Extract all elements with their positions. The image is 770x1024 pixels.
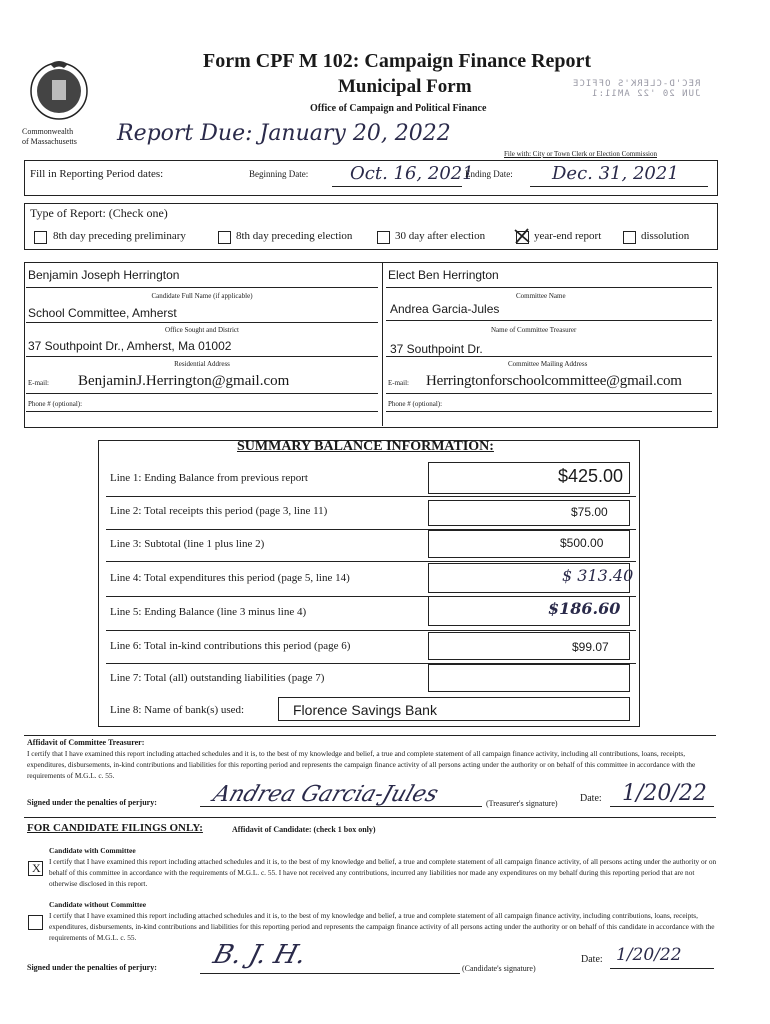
candidate-with-title: Candidate with Committee: [49, 846, 136, 855]
committee-address-label: Committee Mailing Address: [508, 360, 588, 368]
candidate-with-text: I certify that I have examined this report including attached schedules and it is, to the best of my knowledge and belief, a true and complete statement of all campaign finance activity, of all persons acting under the authority or on behalf of this committee in accordance with the requirements of M.G.L. c. 55. I have not received any contributions, incurred any liabilities nor made any expenditures on my behalf during this reporting period that are not otherwise disclosed in this report.: [49, 857, 717, 888]
report-type-label: Type of Report: (Check one): [30, 206, 168, 220]
candidate-address-label: Residential Address: [174, 360, 230, 368]
file-with: File with: City or Town Clerk or Election Commission: [504, 150, 657, 158]
label-dissolution: dissolution: [641, 230, 690, 242]
label-8th-day-election: 8th day preceding election: [236, 230, 353, 242]
checkbox-candidate-with-committee[interactable]: [28, 861, 43, 876]
committee-email[interactable]: Herringtonforschoolcommittee@gmail.com: [426, 373, 682, 389]
summary-line-7-box[interactable]: [428, 664, 630, 692]
committee-email-line: [386, 393, 712, 394]
checkbox-candidate-without-committee[interactable]: [28, 915, 43, 930]
candidate-address[interactable]: 37 Southpoint Dr., Amherst, Ma 01002: [28, 339, 232, 353]
summary-line-1-rule: [106, 496, 636, 497]
candidate-phone-line: [26, 411, 378, 412]
candidate-filings-title: FOR CANDIDATE FILINGS ONLY:: [27, 822, 203, 834]
candidate-name-line: [26, 287, 378, 288]
committee-name-label: Committee Name: [516, 292, 566, 300]
treasurer-signature-line: [200, 806, 482, 807]
summary-line-8-label: Line 8: Name of bank(s) used:: [110, 704, 245, 716]
candidate-date-label: Date:: [581, 954, 603, 965]
committee-name[interactable]: Elect Ben Herrington: [388, 268, 499, 282]
summary-title: SUMMARY BALANCE INFORMATION:: [237, 439, 494, 454]
office-name: Office of Campaign and Political Finance: [310, 103, 487, 114]
candidate-signature-line: [200, 973, 460, 974]
committee-treasurer-label: Name of Committee Treasurer: [491, 326, 577, 334]
summary-line-3-value[interactable]: $500.00: [560, 536, 604, 550]
summary-line-1-label: Line 1: Ending Balance from previous report: [110, 472, 308, 484]
committee-phone-line: [386, 411, 712, 412]
treasurer-date-value[interactable]: 1/20/22: [622, 781, 707, 806]
treasurer-affidavit-title: Affidavit of Committee Treasurer:: [27, 738, 145, 747]
summary-line-2-label: Line 2: Total receipts this period (page 3, line 11): [110, 505, 328, 517]
summary-line-2-value[interactable]: $75.00: [571, 505, 608, 519]
checkbox-30-day-after[interactable]: [377, 231, 390, 244]
period-label: Fill in Reporting Period dates:: [30, 168, 164, 180]
candidate-signature-caption: (Candidate's signature): [462, 964, 536, 973]
beginning-date-line: [332, 186, 462, 187]
summary-line-6-label: Line 6: Total in-kind contributions this period (page 6): [110, 640, 351, 652]
committee-treasurer[interactable]: Andrea Garcia-Jules: [390, 302, 500, 316]
candidate-without-title: Candidate without Committee: [49, 900, 147, 909]
bank-name-value[interactable]: Florence Savings Bank: [293, 702, 437, 718]
label-30-day-after: 30 day after election: [395, 230, 486, 242]
summary-line-3-label: Line 3: Subtotal (line 1 plus line 2): [110, 538, 265, 550]
treasurer-signature-caption: (Treasurer's signature): [486, 799, 558, 808]
candidate-phone-label: Phone # (optional):: [28, 400, 83, 408]
treasurer-signature[interactable]: Andrea Garcia-Jules: [209, 782, 442, 807]
beginning-date-label: Beginning Date:: [249, 169, 309, 179]
summary-line-6-value[interactable]: $99.07: [572, 640, 609, 654]
candidate-office-line: [26, 322, 378, 323]
committee-name-line: [386, 287, 712, 288]
candidate-without-text: I certify that I have examined this report including attached schedules and it is, to the best of my knowledge and belief, a true and complete statement of all campaign finance activity, including contributions, loans, receipts, expenditures, disbursements, in-kind contributions and liabilities for this reporting period and represents the campaign finance activity of all persons acting under the authority or on behalf of this candidate in accordance with the requirements of M.G.L. c. 55.: [49, 911, 715, 942]
checkbox-8th-day-election[interactable]: [218, 231, 231, 244]
candidate-date-line: [610, 968, 714, 969]
summary-line-5-value[interactable]: $186.60: [548, 599, 621, 618]
candidate-email-label: E-mail:: [28, 379, 49, 387]
committee-address[interactable]: 37 Southpoint Dr.: [390, 342, 483, 356]
candidate-name-label: Candidate Full Name (if applicable): [151, 292, 253, 300]
candidate-email-line: [26, 393, 378, 394]
ending-date-line: [530, 186, 708, 187]
checkbox-dissolution[interactable]: [623, 231, 636, 244]
report-due: Report Due: January 20, 2022: [117, 121, 451, 146]
committee-phone-label: Phone # (optional):: [388, 400, 443, 408]
beginning-date-value[interactable]: Oct. 16, 2021: [350, 163, 474, 184]
info-divider: [382, 262, 383, 426]
summary-line-5-label: Line 5: Ending Balance (line 3 minus line 4): [110, 606, 307, 618]
seal-caption: Commonwealth of Massachusetts: [22, 127, 77, 146]
committee-email-label: E-mail:: [388, 379, 409, 387]
ending-date-value[interactable]: Dec. 31, 2021: [552, 163, 679, 184]
check-x-icon: [514, 228, 530, 244]
candidate-filings-subtitle: Affidavit of Candidate: (check 1 box only): [232, 825, 376, 834]
candidate-office-label: Office Sought and District: [165, 326, 239, 334]
treasurer-affidavit-text: I certify that I have examined this report including attached schedules and it is, to the best of my knowledge and belief, a true and complete statement of all campaign finance activity, including all contributions, loans, receipts, expenditures, disbursements, in-kind contributions and liabilities for this reporting period and represents the campaign finance activity of all persons acting under the authority or on behalf of this committee in accordance with the requirements of M.G.L. c. 55.: [27, 749, 696, 780]
label-8th-day-preliminary: 8th day preceding preliminary: [53, 230, 186, 242]
ending-date-label: Ending Date:: [465, 169, 513, 179]
summary-line-4-value[interactable]: $ 313.40: [562, 566, 634, 585]
form-title: Form CPF M 102: Campaign Finance Report: [203, 50, 592, 72]
treasurer-date-line: [610, 806, 714, 807]
summary-line-5-rule: [106, 630, 636, 631]
candidate-date-value[interactable]: 1/20/22: [616, 945, 682, 965]
state-seal: [28, 56, 90, 122]
treasurer-date-label: Date:: [580, 793, 602, 804]
committee-treasurer-line: [386, 320, 712, 321]
candidate-email[interactable]: BenjaminJ.Herrington@gmail.com: [78, 373, 290, 389]
received-stamp: REC'D-CLERK'S OFFICE JUN 20 '22 AM11:1: [572, 79, 701, 99]
summary-line-1-value[interactable]: $425.00: [558, 466, 624, 486]
summary-line-3-rule: [106, 561, 636, 562]
candidate-signature[interactable]: B. J. H.: [209, 940, 310, 970]
candidate-name[interactable]: Benjamin Joseph Herrington: [28, 268, 180, 282]
summary-line-7-label: Line 7: Total (all) outstanding liabilities (page 7): [110, 672, 325, 684]
candidate-signed-label: Signed under the penalties of perjury:: [27, 963, 157, 972]
check-x-mark: X: [32, 861, 41, 875]
form-subtitle: Municipal Form: [338, 76, 472, 97]
candidate-office[interactable]: School Committee, Amherst: [28, 306, 177, 320]
committee-address-line: [386, 356, 712, 357]
label-year-end: year-end report: [534, 230, 602, 242]
checkbox-year-end[interactable]: [516, 231, 529, 244]
candidate-address-line: [26, 356, 378, 357]
checkbox-8th-day-preliminary[interactable]: [34, 231, 47, 244]
summary-line-4-label: Line 4: Total expenditures this period (page 5, line 14): [110, 572, 350, 584]
treasurer-signed-label: Signed under the penalties of perjury:: [27, 798, 157, 807]
candidate-filings-rule: [24, 817, 716, 818]
